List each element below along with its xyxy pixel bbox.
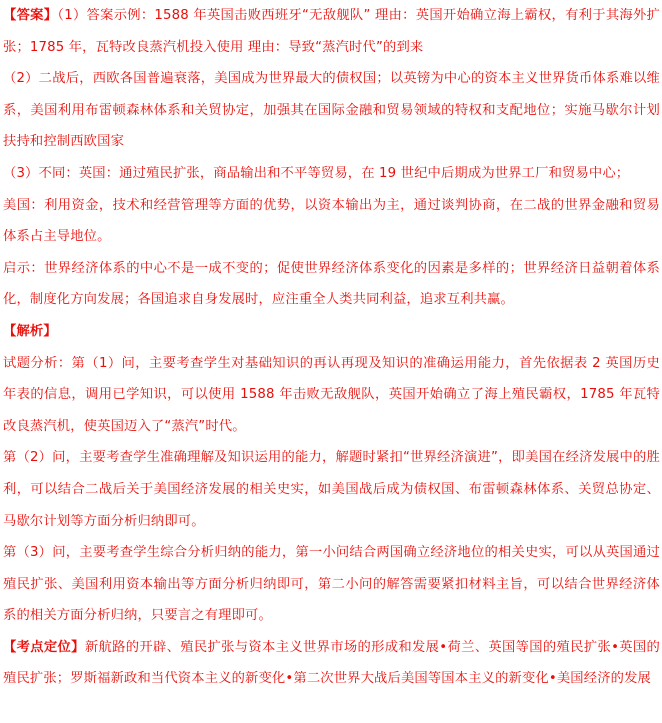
analysis-heading bbox=[3, 316, 660, 348]
knowledge-point bbox=[3, 632, 660, 695]
answer-inspiration: 启示：世界经济体系的中心不是一成不变的；促使世界经济体系变化的因素是多样的；世界经济日益朝着体系化，制度化方向发展；各国追求自身发展时，应注重全人类共同利益，追求互利共赢。 bbox=[3, 260, 660, 308]
answer-tag: 【答案】 bbox=[3, 8, 58, 23]
answer-part-1-text: （1）答案示例：1588 年英国击败西班牙“无敌舰队” 理由：英国开始确立海上霸权，有利于其海外扩张；1785 年，瓦特改良蒸汽机投入使用 理由：导致“蒸汽时代”的到来 bbox=[3, 8, 660, 55]
analysis-tag: 【解析】 bbox=[3, 323, 57, 339]
knowledge-point-tag: 【考点定位】 bbox=[3, 639, 85, 655]
answer-part-3-britain: （3）不同：英国：通过殖民扩张，商品输出和不平等贸易，在 19 世纪中后期成为世界工厂和贸易中心； bbox=[3, 165, 630, 181]
knowledge-point-text: 新航路的开辟、殖民扩张与资本主义世界市场的形成和发展•荷兰、英国等国的殖民扩张•英国的殖民扩张；罗斯福新政和当代资本主义的新变化•第二次世界大战后美国等国本主义的新变化•美国经济的发展 bbox=[3, 639, 660, 687]
analysis-part-1: 试题分析：第（1）问，主要考查学生对基础知识的再认再现及知识的准确运用能力，首先依据表 2 英国历史年表的信息，调用已学知识，可以使用 1588 年击败无敌舰队，英国开始确立了海上殖民霸权，1785 年瓦特改良蒸汽机，使英国迈入了“蒸汽”时代。 bbox=[3, 355, 660, 434]
answer-part-1 bbox=[3, 0, 660, 63]
analysis-part-3: 第（3）问，主要考查学生综合分析归纳的能力，第一小问结合两国确立经济地位的相关史实，可以从英国通过殖民扩张、美国利用资本输出等方面分析归纳即可，第二小问的解答需要紧扣材料主旨，可以结合世界经济体系的相关方面分析归纳，只要言之有理即可。 bbox=[3, 545, 660, 624]
answer-document bbox=[3, 0, 660, 695]
analysis-part-2: 第（2）问，主要考查学生准确理解及知识运用的能力，解题时紧扣“世界经济演进”，即美国在经济发展中的胜利，可以结合二战后关于美国经济发展的相关史实，如美国战后成为债权国、布雷顿森林体系、关贸总协定、马歇尔计划等方面分析归纳即可。 bbox=[3, 450, 660, 529]
answer-part-3-usa: 美国：利用资金，技术和经营管理等方面的优势，以资本输出为主，通过谈判协商，在二战的世界金融和贸易体系占主导地位。 bbox=[3, 197, 660, 245]
answer-part-2: （2）二战后，西欧各国普遍衰落，美国成为世界最大的债权国；以英镑为中心的资本主义世界货币体系难以维系，美国利用布雷顿森林体系和关贸协定，加强其在国际金融和贸易领域的特权和支配地位；实施马歇尔计划扶持和控制西欧国家 bbox=[3, 71, 660, 150]
